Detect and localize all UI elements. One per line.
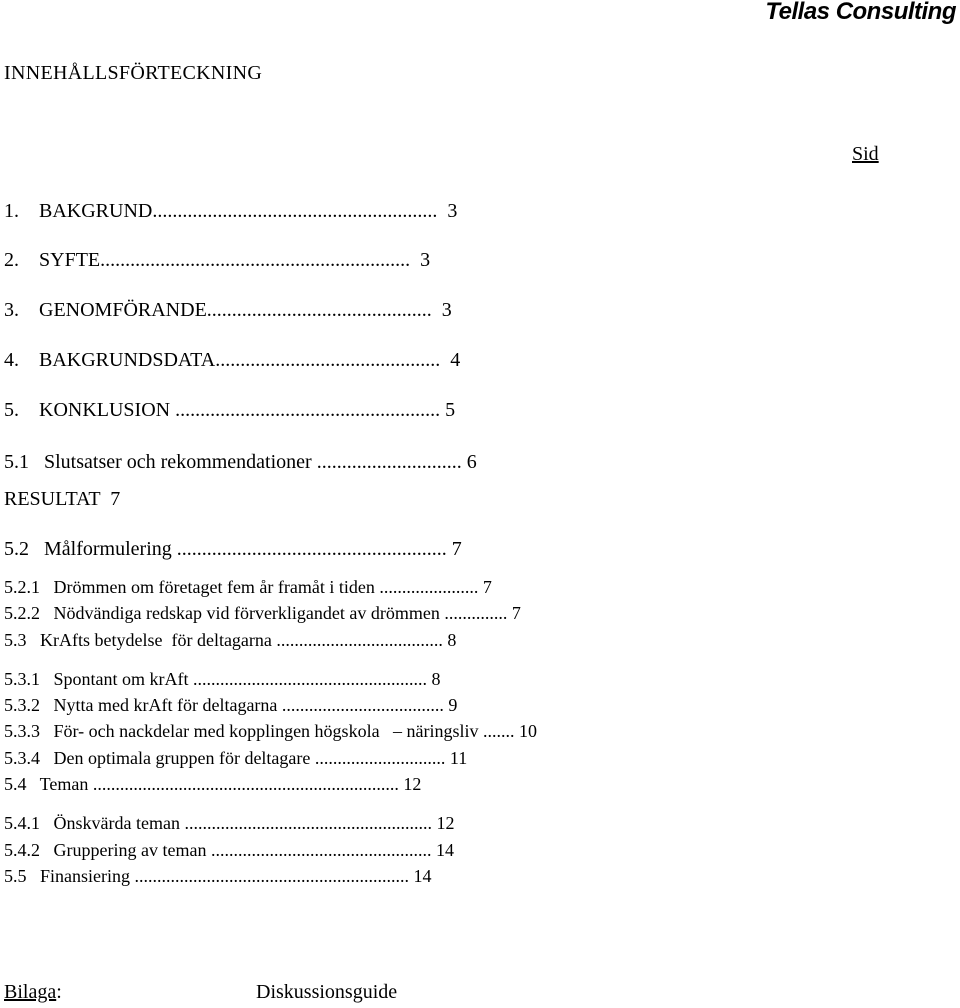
toc-entry-5-2-2: 5.2.2 Nödvändiga redskap vid förverkligandet av drömmen .............. 7 bbox=[4, 603, 521, 623]
attachment-value: Diskussionsguide bbox=[256, 981, 398, 1003]
toc-entry-5-1: 5.1 Slutsatser och rekommendationer ............................. 6 bbox=[4, 451, 477, 473]
toc-entry-4: 4. BAKGRUNDSDATA............................................. 4 bbox=[4, 349, 461, 371]
toc-entry-5-5: 5.5 Finansiering ............................................................. 14 bbox=[4, 866, 432, 886]
toc-entry-5-3-2: 5.3.2 Nytta med krAft för deltagarna .................................... 9 bbox=[4, 695, 458, 715]
toc-entry-5-4-1: 5.4.1 Önskvärda teman ....................................................... 12 bbox=[4, 813, 455, 833]
attachment-label bbox=[4, 981, 62, 1004]
toc-entry-5-4: 5.4 Teman .................................................................... 12 bbox=[4, 774, 422, 794]
toc-entry-5-3: 5.3 KrAfts betydelse för deltagarna ..................................... 8 bbox=[4, 630, 457, 650]
toc-entry-5: 5. KONKLUSION ..................................................... 5 bbox=[4, 399, 456, 421]
toc-entry-2: 2. SYFTE.............................................................. 3 bbox=[4, 249, 431, 271]
attachment-label-colon: : bbox=[56, 981, 62, 1003]
page-column-header: Sid bbox=[852, 143, 879, 165]
page-title: INNEHÅLLSFÖRTECKNING bbox=[4, 62, 263, 84]
toc-entry-3: 3. GENOMFÖRANDE............................................. 3 bbox=[4, 299, 452, 321]
toc-entry-resultat: RESULTAT 7 bbox=[4, 488, 121, 510]
toc-entry-5-3-3: 5.3.3 För- och nackdelar med kopplingen högskola – näringsliv ....... 10 bbox=[4, 721, 538, 741]
toc-entry-1: 1. BAKGRUND......................................................... 3 bbox=[4, 200, 458, 222]
toc-entry-5-4-2: 5.4.2 Gruppering av teman ................................................. 14 bbox=[4, 840, 454, 860]
attachment-label-text: Bilaga bbox=[4, 981, 57, 1003]
toc-entry-5-2: 5.2 Målformulering ...................................................... 7 bbox=[4, 538, 462, 560]
brand-logo-text: Tellas Consulting bbox=[765, 0, 956, 25]
toc-entry-5-2-1: 5.2.1 Drömmen om företaget fem år framåt i tiden ...................... 7 bbox=[4, 577, 492, 597]
toc-entry-5-3-4: 5.3.4 Den optimala gruppen för deltagare ............................. 11 bbox=[4, 748, 468, 768]
toc-entry-5-3-1: 5.3.1 Spontant om krAft .................................................... 8 bbox=[4, 669, 441, 689]
